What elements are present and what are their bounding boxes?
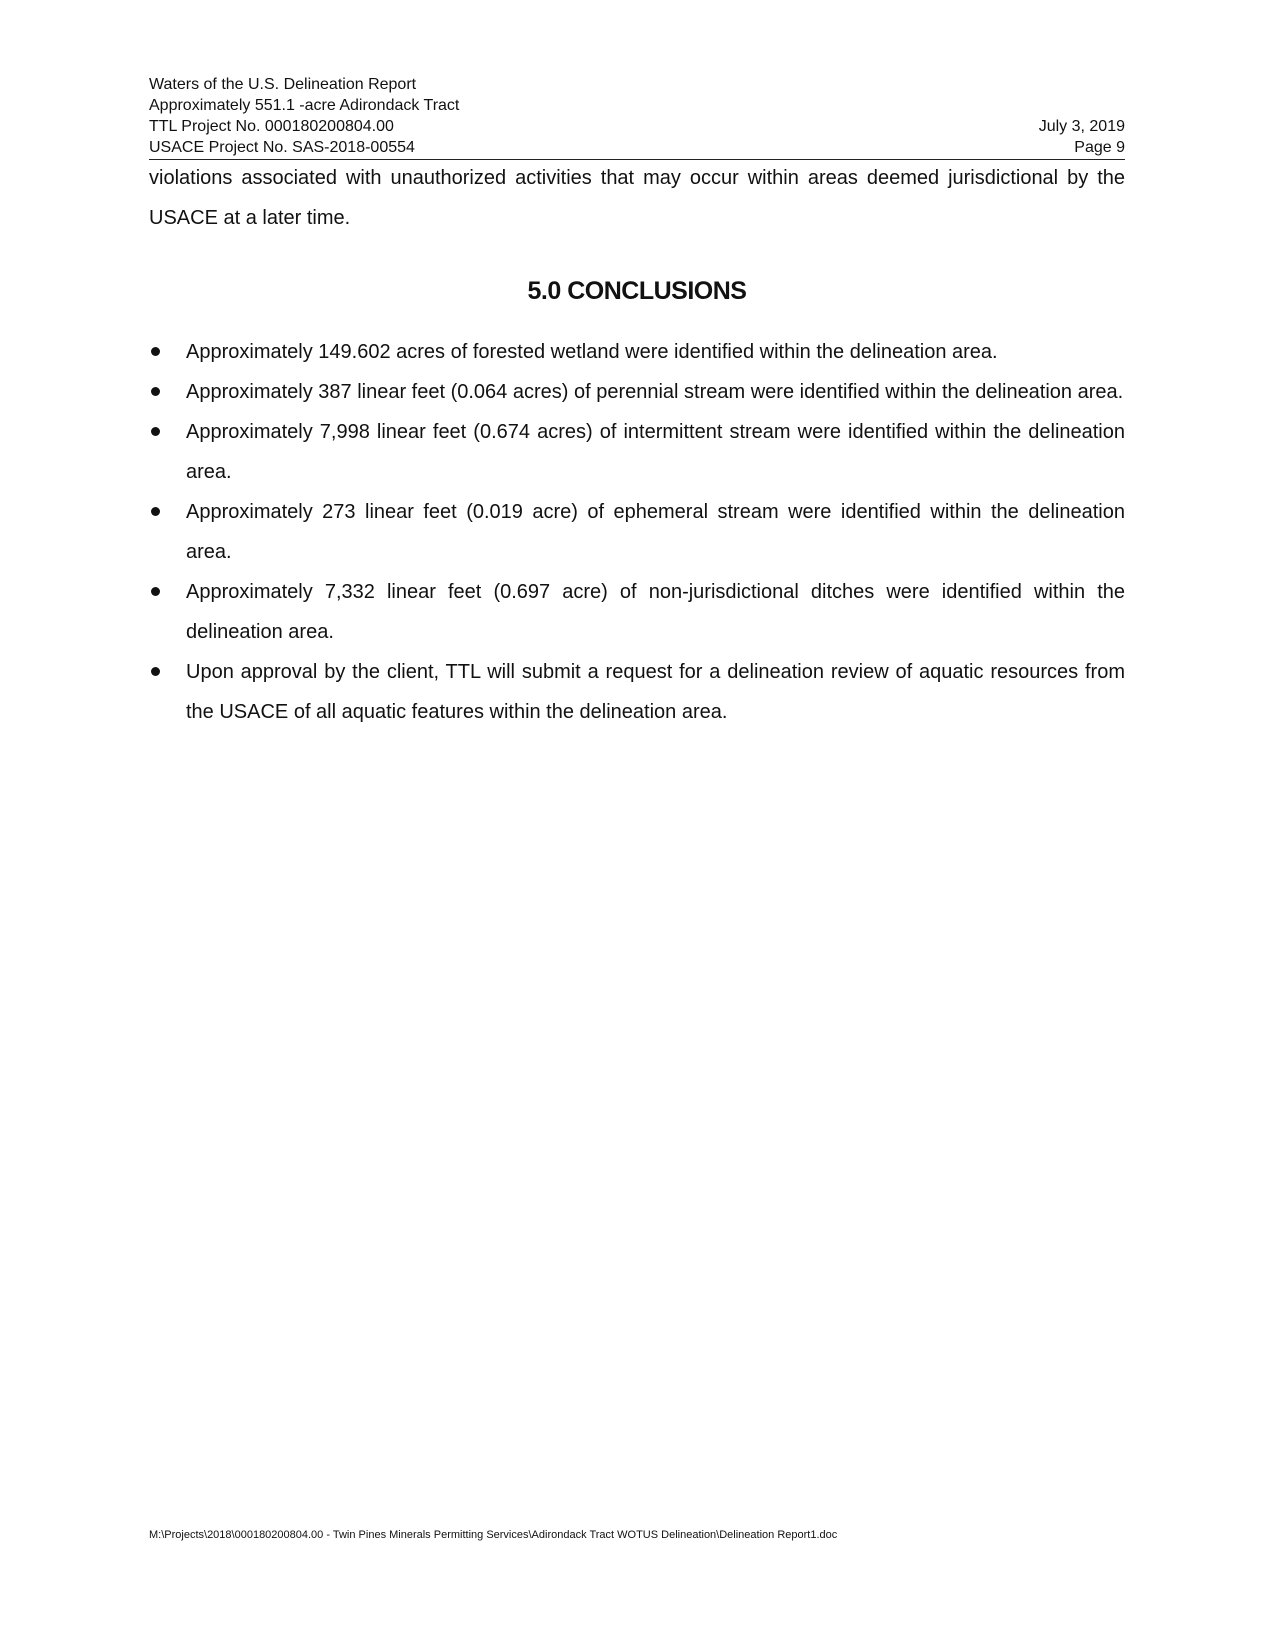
header-row-3 [149, 116, 1125, 137]
header-row-2 [149, 95, 1125, 116]
list-item-text: Approximately 273 linear feet (0.019 acre) of ephemeral stream were identified within the delineation area. [186, 501, 1125, 563]
list-item-text: Approximately 7,332 linear feet (0.697 acre) of non-jurisdictional ditches were identified within the delineation area. [186, 581, 1125, 643]
usace-project-number: USACE Project No. SAS-2018-00554 [149, 139, 415, 156]
bullet-icon [151, 667, 160, 676]
intro-paragraph [149, 158, 1125, 238]
bullet-icon [151, 427, 160, 436]
header-row-4 [149, 137, 1125, 158]
page-header [149, 74, 1125, 160]
list-item-text: Approximately 387 linear feet (0.064 acres) of perennial stream were identified within the delineation area. [186, 381, 1124, 403]
list-item-text: Upon approval by the client, TTL will submit a request for a delineation review of aquatic resources from the USACE of all aquatic features within the delineation area. [186, 661, 1125, 723]
report-subtitle: Approximately 551.1 -acre Adirondack Tract [149, 97, 460, 114]
page-number: Page 9 [1074, 139, 1125, 156]
header-row-1 [149, 74, 1125, 95]
bullet-icon [151, 387, 160, 396]
conclusions-list [149, 332, 1125, 732]
report-date: July 3, 2019 [1038, 118, 1125, 135]
bullet-icon [151, 347, 160, 356]
section-heading: 5.0 CONCLUSIONS [527, 277, 747, 305]
report-title: Waters of the U.S. Delineation Report [149, 76, 417, 93]
list-item [149, 572, 1125, 652]
list-item [149, 652, 1125, 732]
list-item [149, 492, 1125, 572]
bullet-icon [151, 507, 160, 516]
file-path: M:\Projects\2018\000180200804.00 - Twin Pines Minerals Permitting Services\Adirondack Tract WOTUS Delineation\Delineation Report1.doc [149, 1529, 838, 1541]
list-item [149, 332, 1125, 372]
list-item-text: Approximately 149.602 acres of forested wetland were identified within the delineation area. [186, 341, 998, 363]
ttl-project-number: TTL Project No. 000180200804.00 [149, 118, 394, 135]
page-footer [149, 1528, 1125, 1542]
list-item-text: Approximately 7,998 linear feet (0.674 acres) of intermittent stream were identified within the delineation area. [186, 421, 1125, 483]
bullet-icon [151, 587, 160, 596]
list-item [149, 412, 1125, 492]
intro-text: violations associated with unauthorized activities that may occur within areas deemed jurisdictional by the USACE at a later time. [149, 167, 1125, 229]
list-item [149, 372, 1125, 412]
